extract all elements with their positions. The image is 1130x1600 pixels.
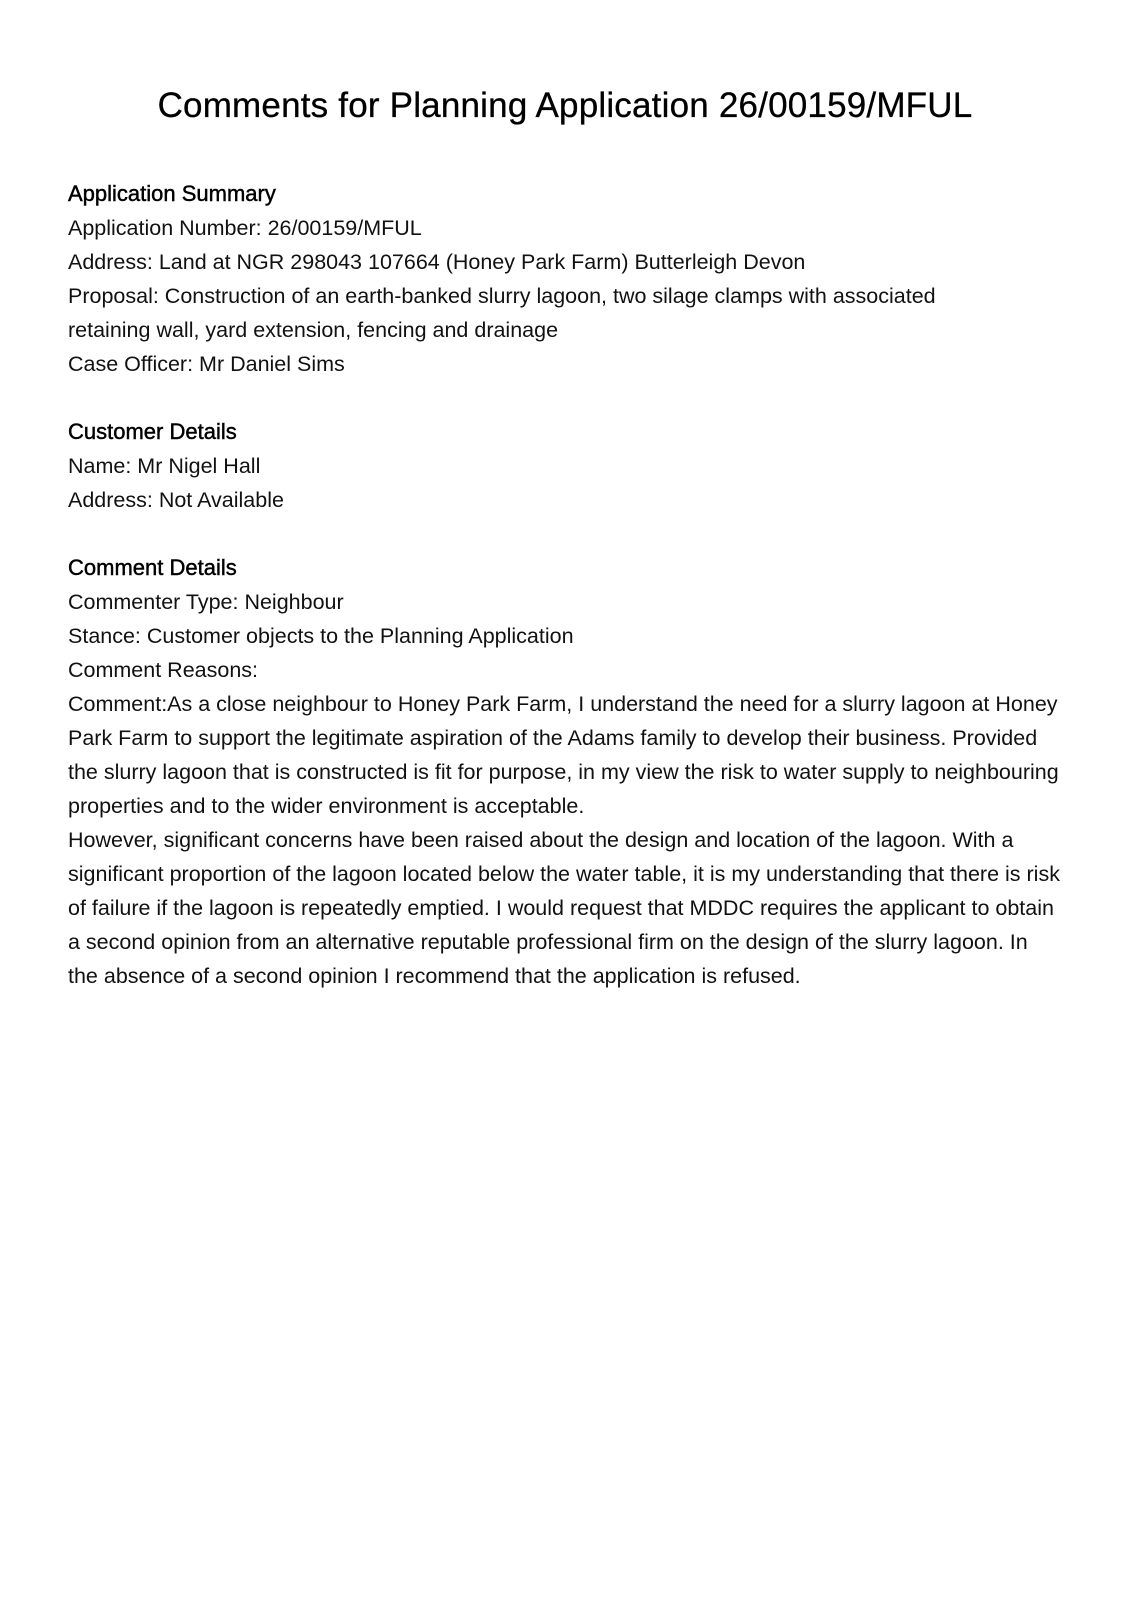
comment-details-section <box>68 551 1062 993</box>
commenter-type: Commenter Type: Neighbour <box>68 590 344 614</box>
application-address: Address: Land at NGR 298043 107664 (Honey Park Farm) Butterleigh Devon <box>68 250 806 274</box>
page-title: Comments for Planning Application 26/00159/MFUL <box>157 86 973 125</box>
customer-name: Name: Mr Nigel Hall <box>68 454 261 478</box>
application-summary-heading: Application Summary <box>68 181 276 206</box>
comment-reasons: Comment Reasons: <box>68 658 258 682</box>
customer-address: Address: Not Available <box>68 488 284 512</box>
stance: Stance: Customer objects to the Planning Application <box>68 624 574 648</box>
comment-paragraph: However, significant concerns have been raised about the design and location of the lagoon. With a significant proportion of the lagoon located below the water table, it is my understanding that there is risk of failure if the lagoon is repeatedly emptied. I would request that MDDC requires the applicant to obtain a second opinion from an alternative reputable professional firm on the design of the slurry lagoon. In the absence of a second opinion I recommend that the application is refused. <box>68 828 1060 988</box>
customer-details-heading: Customer Details <box>68 419 237 444</box>
proposal: Proposal: Construction of an earth-banked slurry lagoon, two silage clamps with associated retaining wall, yard extension, fencing and drainage <box>68 284 936 342</box>
comment-paragraph: Comment:As a close neighbour to Honey Park Farm, I understand the need for a slurry lagoon at Honey Park Farm to support the legitimate aspiration of the Adams family to develop their business. Provided the slurry lagoon that is constructed is fit for purpose, in my view the risk to water supply to neighbouring properties and to the wider environment is acceptable. <box>68 692 1059 818</box>
case-officer: Case Officer: Mr Daniel Sims <box>68 352 345 376</box>
application-number: Application Number: 26/00159/MFUL <box>68 216 422 240</box>
customer-details-section <box>68 415 1062 517</box>
application-summary-section <box>68 177 1062 381</box>
comment-details-heading: Comment Details <box>68 555 237 580</box>
